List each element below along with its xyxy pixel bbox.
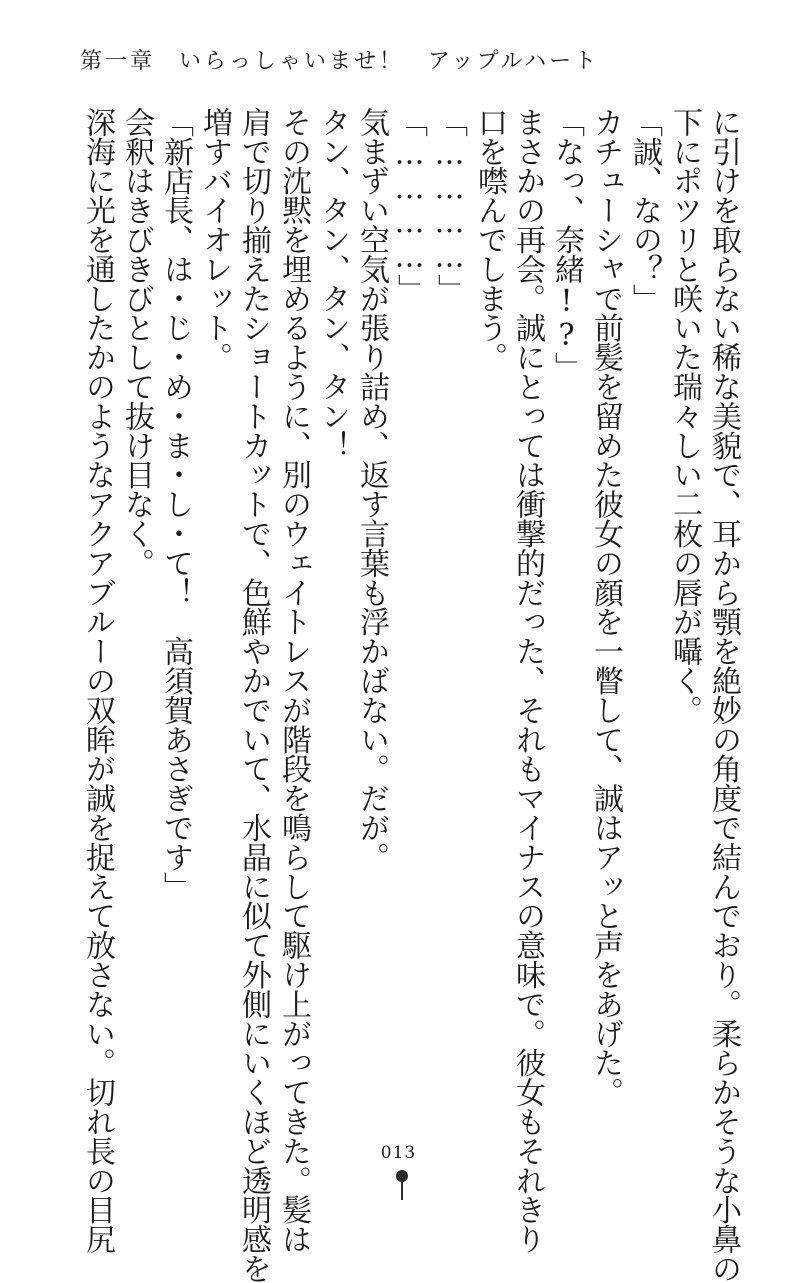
- text-column: 気まずい空気が張り詰め、返す言葉も浮かばない。だが。: [354, 107, 389, 872]
- chapter-title: いらっしゃいませ！: [179, 49, 405, 74]
- book-title: アップルハート: [428, 49, 600, 74]
- text-column: 肩で切り揃えたショートカットで、色鮮やかでいて、水晶に似て外側にいくほど透明感を: [236, 107, 271, 1283]
- page-marker-dot: [396, 1170, 408, 1182]
- text-column: 「新店長、は・じ・め・ま・し・て！ 高須賀あさぎです」: [158, 107, 193, 901]
- text-column: 会釈はきびきびとして抜け目なく。: [119, 107, 154, 578]
- text-column: 「誠、なの？」: [627, 107, 662, 313]
- running-header: [80, 44, 599, 75]
- text-column: まさかの再会。誠にとっては衝撃的だった、それもマイナスの意味で。彼女もそれきり: [510, 107, 545, 1254]
- text-column: 下にポツリと咲いた瑞々しい二枚の唇が囁く。: [667, 107, 702, 725]
- text-column: 「なっ、奈緒!?」: [549, 107, 584, 382]
- text-column: タン、タン、タン、タン！: [315, 107, 350, 460]
- chapter-label: 第一章: [80, 49, 156, 74]
- text-column: 「…………」: [432, 107, 467, 304]
- page-number: 013: [380, 1143, 417, 1163]
- text-column: その沈黙を埋めるように、別のウェイトレスが階段を鳴らして駆け上がってきた。髪は: [276, 107, 311, 1254]
- text-column: 増すバイオレット。: [197, 107, 232, 372]
- text-column: 「…………」: [392, 107, 427, 304]
- text-column: カチューシャで前髪を留めた彼女の顔を一瞥して、誠はアッと声をあげた。: [588, 107, 623, 1107]
- text-column: 深海に光を通したかのようなアクアブルーの双眸が誠を捉えて放さない。切れ長の目尻: [80, 107, 115, 1254]
- text-column: に引けを取らない稀な美貌で、耳から顎を絶妙の角度で結んでおり。柔らかそうな小鼻の: [706, 107, 741, 1283]
- page-marker-line: [401, 1182, 403, 1200]
- text-column: 口を噤んでしまう。: [472, 107, 507, 372]
